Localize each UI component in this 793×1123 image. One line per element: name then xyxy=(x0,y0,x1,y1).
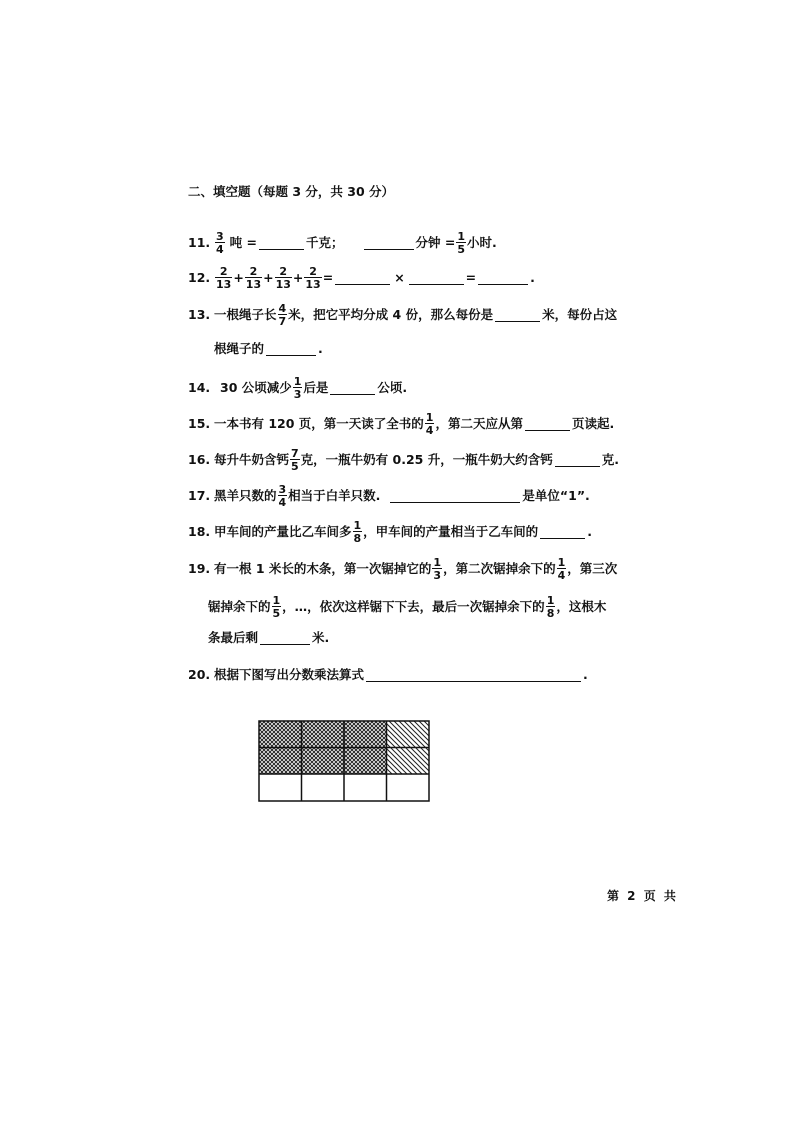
question-text: ，甲车间的产量相当于乙车间的 xyxy=(363,523,539,539)
question-text: ，第二天应从第 xyxy=(435,415,523,431)
question-text: 克. xyxy=(601,451,619,467)
question-text: 千克； xyxy=(305,234,344,250)
question-text: . xyxy=(530,269,535,285)
question-17 xyxy=(188,484,590,508)
question-19 xyxy=(188,557,617,581)
question-text: . xyxy=(583,667,588,683)
answer-blank[interactable] xyxy=(259,237,304,250)
question-text: 一根绳子长 xyxy=(214,306,277,322)
times-sign: × xyxy=(394,269,405,285)
question-number: 20. xyxy=(188,667,211,683)
grid-cell xyxy=(259,748,302,775)
question-text: ，第三次 xyxy=(567,560,618,576)
question-19-continued xyxy=(208,595,606,619)
answer-blank[interactable] xyxy=(555,454,600,467)
question-text: 克，一瓶牛奶有 0.25 升，一瓶牛奶大约含钙 xyxy=(300,451,553,467)
answer-blank[interactable] xyxy=(540,526,585,539)
question-text: 公顷. xyxy=(377,379,408,395)
fraction-grid-figure xyxy=(258,720,430,802)
question-number: 17. xyxy=(188,487,211,503)
question-number: 12. xyxy=(188,269,211,285)
page-footer: 第 2 页 共 xyxy=(607,889,678,903)
question-text: 后是 xyxy=(303,379,329,395)
question-13 xyxy=(188,303,617,327)
question-text: 甲车间的产量比乙车间多 xyxy=(214,523,352,539)
question-text: 米，每份占这 xyxy=(542,306,618,322)
answer-blank[interactable] xyxy=(366,669,581,682)
answer-blank[interactable] xyxy=(260,632,310,645)
answer-blank[interactable] xyxy=(330,382,375,395)
fraction: $\frac{2}{13}$ xyxy=(305,265,321,291)
grid-cell xyxy=(259,721,302,748)
question-text: 根据下图写出分数乘法算式 xyxy=(214,667,365,683)
answer-blank[interactable] xyxy=(478,272,528,285)
question-text: 30 公顷减少 xyxy=(220,379,292,395)
question-text: ，第二次锯掉余下的 xyxy=(443,560,556,576)
question-text: 有一根 1 米长的木条，第一次锯掉它的 xyxy=(214,560,432,576)
question-text: 根绳子的 xyxy=(214,341,265,357)
fraction: $\frac{1}{3}$ xyxy=(433,556,442,582)
grid-cell xyxy=(302,774,345,801)
question-text: 米. xyxy=(312,630,330,646)
question-text: 锯掉余下的 xyxy=(208,598,271,614)
grid-cell xyxy=(387,774,430,801)
fraction: $\frac{2}{13}$ xyxy=(245,265,262,291)
question-20 xyxy=(188,669,588,682)
question-text: 是单位“1”. xyxy=(522,487,590,503)
fraction: $\frac{1}{4}$ xyxy=(425,411,434,437)
grid-cell xyxy=(344,748,387,775)
fraction: $\frac{1}{4}$ xyxy=(557,556,566,582)
question-text: 一本书有 120 页，第一天读了全书的 xyxy=(214,415,424,431)
fraction: $\frac{7}{5}$ xyxy=(291,447,299,473)
fraction: $\frac{1}{3}$ xyxy=(293,375,302,401)
fraction: $\frac{1}{5}$ xyxy=(272,594,281,620)
question-16 xyxy=(188,448,619,472)
question-text: 小时. xyxy=(466,234,497,250)
question-text: 米，把它平均分成 4 份，那么每份是 xyxy=(288,306,494,322)
equals-sign: = xyxy=(322,269,334,285)
grid-cell xyxy=(344,774,387,801)
grid-cell xyxy=(344,721,387,748)
grid-cell xyxy=(302,748,345,775)
section-title: 二、填空题（每题 3 分，共 30 分） xyxy=(188,184,395,199)
grid-cell xyxy=(259,774,302,801)
answer-blank[interactable] xyxy=(409,272,464,285)
question-number: 14. xyxy=(188,379,211,395)
question-19-last-line xyxy=(208,632,329,645)
plus-sign: + xyxy=(263,269,274,285)
fraction: $\frac{2}{13}$ xyxy=(216,265,232,291)
grid-cell xyxy=(387,748,430,775)
fraction: $\frac{1}{8}$ xyxy=(546,594,555,620)
fraction: $\frac{4}{7}$ xyxy=(278,302,287,328)
fraction: $\frac{3}{4}$ xyxy=(278,483,287,509)
question-text: 相当于白羊只数. xyxy=(288,487,381,503)
question-number: 19. xyxy=(188,560,211,576)
question-text: . xyxy=(587,523,592,539)
answer-blank[interactable] xyxy=(495,309,540,322)
grid-cell xyxy=(302,721,345,748)
grid-cell xyxy=(387,721,430,748)
question-text: ，…，依次这样锯下下去，最后一次锯掉余下的 xyxy=(282,598,545,614)
question-11 xyxy=(188,231,497,255)
answer-blank[interactable] xyxy=(266,343,316,356)
question-12 xyxy=(188,266,535,290)
fraction: $\frac{1}{5}$ xyxy=(457,230,465,256)
question-18 xyxy=(188,520,592,544)
question-text: 条最后剩 xyxy=(208,630,259,646)
plus-sign: + xyxy=(233,269,244,285)
question-text: 每升牛奶含钙 xyxy=(214,451,290,467)
question-text: ，这根木 xyxy=(556,598,607,614)
question-14 xyxy=(188,376,407,400)
equals-sign: = xyxy=(465,269,477,285)
question-number: 15. xyxy=(188,415,211,431)
question-text: 页读起. xyxy=(571,415,615,431)
question-text: . xyxy=(318,341,323,357)
question-number: 18. xyxy=(188,523,211,539)
question-number: 13. xyxy=(188,306,211,322)
fraction: $\frac{3}{4}$ xyxy=(216,230,224,256)
fraction: $\frac{1}{8}$ xyxy=(353,519,362,545)
question-text: 吨 = xyxy=(229,234,257,250)
question-number: 11. xyxy=(188,234,211,250)
plus-sign: + xyxy=(292,269,304,285)
answer-blank[interactable] xyxy=(364,237,414,250)
answer-blank[interactable] xyxy=(335,272,390,285)
question-number: 16. xyxy=(188,451,211,467)
question-15 xyxy=(188,412,614,436)
question-text: 分钟 = xyxy=(415,234,456,250)
fraction: $\frac{2}{13}$ xyxy=(275,265,291,291)
question-13-continued xyxy=(214,343,323,356)
question-text: 黑羊只数的 xyxy=(214,487,277,503)
answer-blank[interactable] xyxy=(390,490,520,503)
answer-blank[interactable] xyxy=(525,418,570,431)
